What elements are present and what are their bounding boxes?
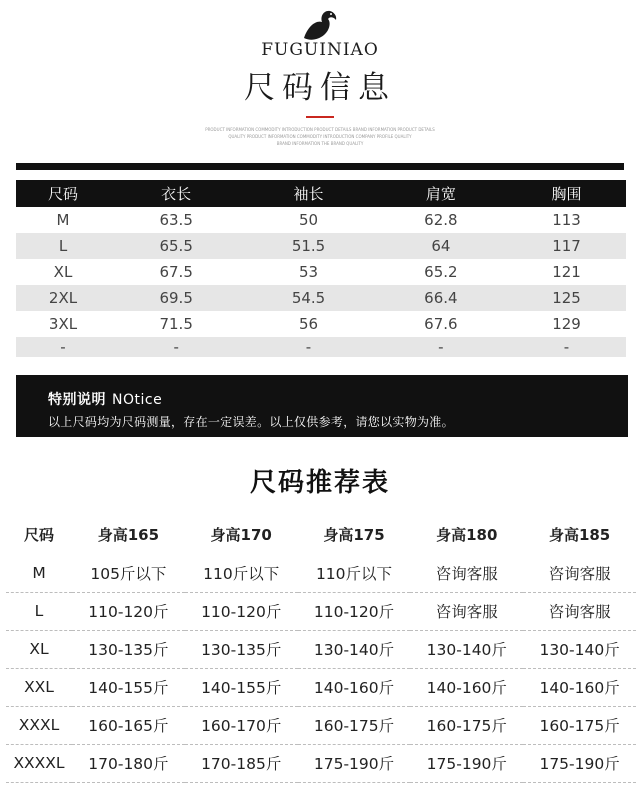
table-cell: XXL <box>6 668 72 706</box>
table-cell: 67.5 <box>159 263 193 281</box>
table-cell: 130-135斤 <box>72 630 185 668</box>
table-cell: XXXXL <box>6 744 72 782</box>
table-cell: 69.5 <box>110 285 242 311</box>
fine-print-line: PRODUCT INFORMATION COMMODITY INTRODUCTION PRODUCT DETAILS BRAND INFORMATION PRODUCT DETAILS <box>205 127 435 132</box>
table-cell: 110斤以下 <box>298 554 411 592</box>
table-cell: 54.5 <box>242 285 374 311</box>
table-cell: XXXL <box>6 706 72 744</box>
table-cell: 160-165斤 <box>72 706 185 744</box>
column-header: 尺码 <box>16 180 110 207</box>
table-cell: M <box>56 211 70 229</box>
table-cell: 咨询客服 <box>523 592 636 630</box>
fine-print-line: QUALITY PRODUCT INFORMATION COMMODITY INTRODUCTION COMPANY PROFILE QUALITY <box>228 134 412 139</box>
fine-print-line: BRAND INFORMATION THE BRAND QUALITY <box>276 141 364 146</box>
table-row <box>6 706 636 744</box>
table-cell: 105斤以下 <box>72 554 185 592</box>
table-cell: 121 <box>552 263 581 281</box>
column-header: 身高180 <box>436 525 498 544</box>
table-cell: 130-140斤 <box>523 630 636 668</box>
table-cell: 129 <box>552 315 581 333</box>
table-cell: 56 <box>298 315 319 333</box>
table-cell: 160-175斤 <box>298 706 411 744</box>
table-cell: 130-135斤 <box>185 630 298 668</box>
column-header: 衣长 <box>110 180 242 207</box>
table-cell: 130-140斤 <box>298 630 411 668</box>
table-cell: 160-175斤 <box>410 706 523 744</box>
table-row <box>16 337 626 357</box>
table-cell: 66.4 <box>375 285 507 311</box>
table-cell: 咨询客服 <box>410 554 523 592</box>
table-cell: 140-160斤 <box>298 668 411 706</box>
table-cell: 170-185斤 <box>185 744 298 782</box>
table-cell: L <box>6 592 72 630</box>
table-cell: 65.5 <box>110 233 242 259</box>
table-row <box>16 285 626 311</box>
table-cell: XL <box>53 263 73 281</box>
notice-text: 以上尺码均为尺码测量，存在一定误差。以上仅供参考，请您以实物为准。 <box>48 415 454 429</box>
table-cell: 125 <box>507 285 626 311</box>
table-cell: 117 <box>507 233 626 259</box>
table-cell: 110-120斤 <box>298 592 411 630</box>
column-header: 身高185 <box>548 525 611 544</box>
table-cell: - <box>110 337 242 357</box>
column-header: 尺码 <box>23 525 54 544</box>
table-cell: 咨询客服 <box>523 554 636 592</box>
table-cell: - <box>375 337 507 357</box>
table-cell: 51.5 <box>242 233 374 259</box>
table-cell: - <box>507 337 626 357</box>
recommend-title: 尺码推荐表 <box>249 468 390 498</box>
table-row <box>6 592 636 630</box>
notice-title-cn: 特别说明 <box>48 392 106 408</box>
table-cell: 62.8 <box>424 211 458 229</box>
table-row <box>6 630 636 668</box>
table-row <box>16 207 626 233</box>
table-cell: XL <box>6 630 72 668</box>
column-header: 肩宽 <box>375 180 507 207</box>
table-cell: 3XL <box>48 315 78 333</box>
table-cell: 64 <box>375 233 507 259</box>
table-cell: 65.2 <box>424 263 458 281</box>
table-cell: 130-140斤 <box>410 630 523 668</box>
table-cell: 175-190斤 <box>410 744 523 782</box>
table-cell: 53 <box>298 263 319 281</box>
notice-title-en: NOtice <box>112 392 163 408</box>
table-row <box>6 554 636 592</box>
table-row <box>16 233 626 259</box>
table-row <box>6 744 636 782</box>
table-cell: 140-155斤 <box>72 668 185 706</box>
table-cell: - <box>16 337 110 357</box>
table-row <box>6 668 636 706</box>
notice-banner <box>16 375 628 437</box>
bird-logo-icon <box>300 8 340 44</box>
table-cell: 113 <box>552 211 581 229</box>
table-header-row <box>16 180 626 207</box>
page-title: 尺码信息 <box>244 70 396 106</box>
page-header <box>0 0 640 160</box>
table-cell: 71.5 <box>159 315 193 333</box>
table-cell: 140-160斤 <box>410 668 523 706</box>
table-cell: 140-155斤 <box>185 668 298 706</box>
section-divider-bar <box>16 163 624 170</box>
notice-title <box>48 389 628 409</box>
table-cell: L <box>16 233 110 259</box>
table-cell: 110-120斤 <box>72 592 185 630</box>
column-header: 胸围 <box>507 180 626 207</box>
table-cell: 咨询客服 <box>410 592 523 630</box>
accent-divider <box>306 116 334 118</box>
table-cell: 63.5 <box>159 211 193 229</box>
table-cell: 160-170斤 <box>185 706 298 744</box>
column-header: 身高170 <box>210 525 272 544</box>
size-measurement-table <box>16 180 626 357</box>
table-header-row <box>6 514 636 554</box>
table-cell: 175-190斤 <box>523 744 636 782</box>
table-cell: 2XL <box>16 285 110 311</box>
table-cell: 110-120斤 <box>185 592 298 630</box>
table-cell: 170-180斤 <box>72 744 185 782</box>
column-header: 身高175 <box>323 525 385 544</box>
table-cell: 67.6 <box>424 315 458 333</box>
table-cell: 110斤以下 <box>185 554 298 592</box>
table-cell: 50 <box>298 211 319 229</box>
column-header: 身高165 <box>97 525 160 544</box>
column-header: 袖长 <box>242 180 374 207</box>
table-row <box>16 311 626 337</box>
brand-name: FUGUINIAO <box>261 40 379 60</box>
table-row <box>16 259 626 285</box>
table-cell: 160-175斤 <box>523 706 636 744</box>
table-cell: M <box>6 554 72 592</box>
table-cell: - <box>242 337 374 357</box>
table-cell: 140-160斤 <box>523 668 636 706</box>
table-cell: 175-190斤 <box>298 744 411 782</box>
size-recommendation-table <box>6 514 636 783</box>
